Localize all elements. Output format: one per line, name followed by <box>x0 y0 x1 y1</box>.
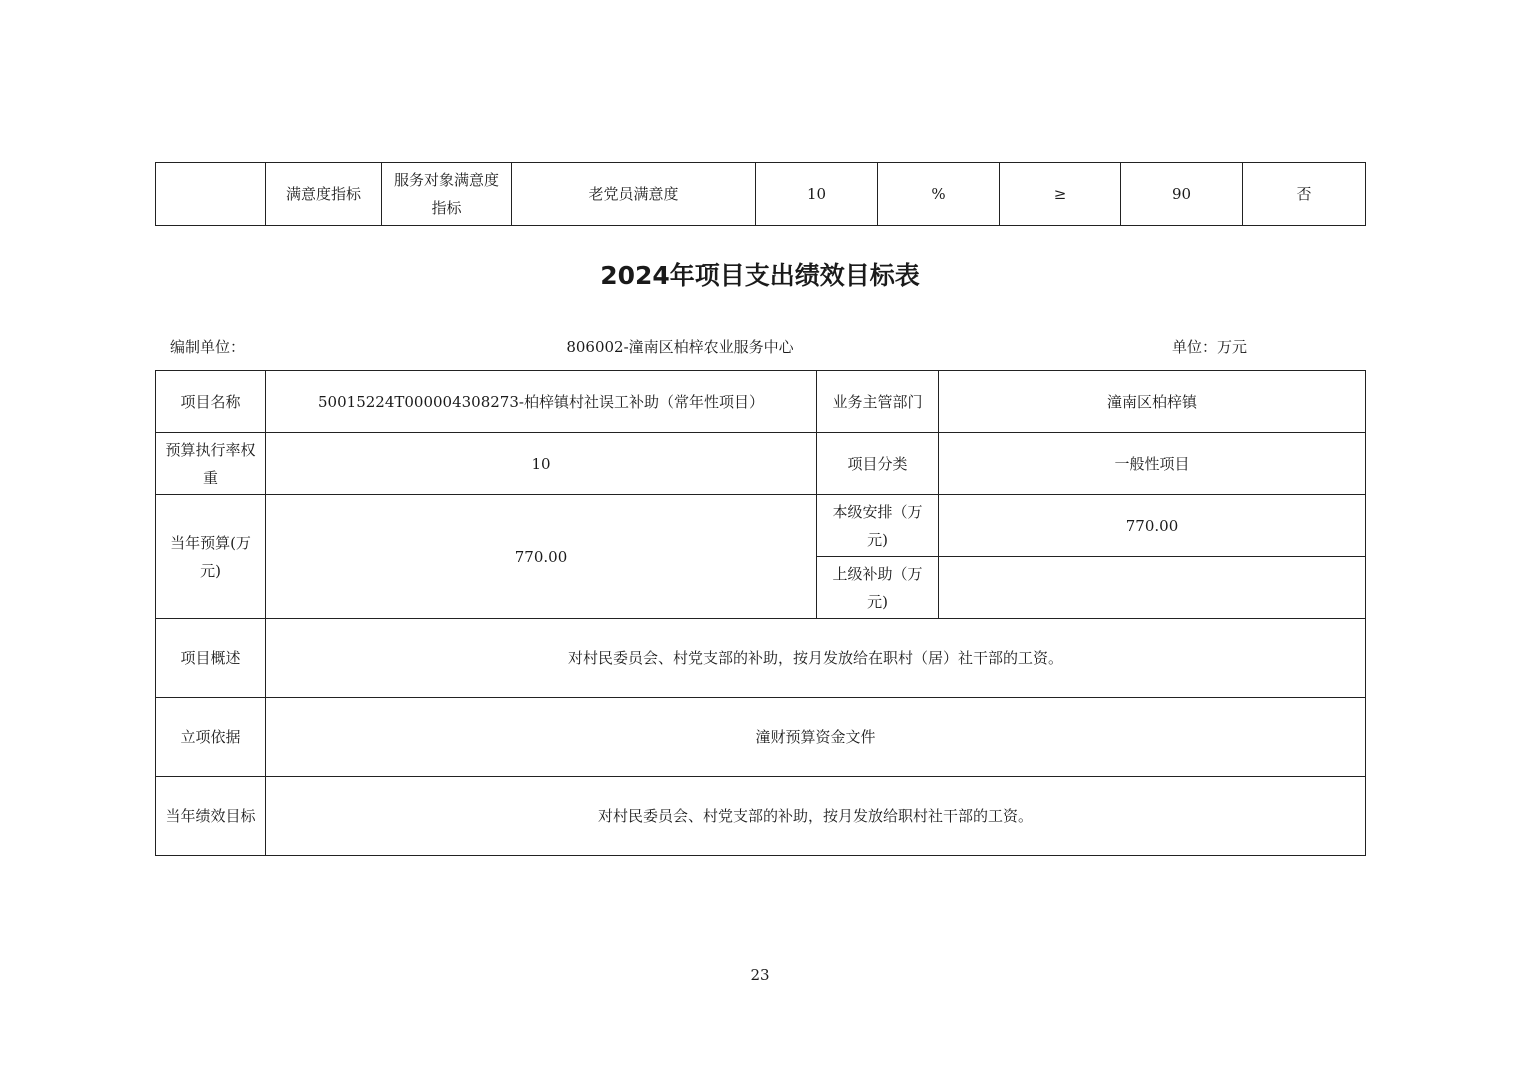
indicator-name: 老党员满意度 <box>512 163 756 226</box>
overview-value: 对村民委员会、村党支部的补助，按月发放给在职村（居）社干部的工资。 <box>266 619 1366 698</box>
indicator-operator: ≥ <box>1000 163 1121 226</box>
dept-label: 业务主管部门 <box>817 371 939 433</box>
previous-indicator-table <box>155 162 1366 226</box>
category-label: 项目分类 <box>817 433 939 495</box>
basis-value: 潼财预算资金文件 <box>266 698 1366 777</box>
table-row <box>156 698 1366 777</box>
indicator-cell-1 <box>156 163 266 226</box>
currency-unit: 单位：万元 <box>1172 338 1248 356</box>
category-value: 一般性项目 <box>939 433 1366 495</box>
upper-value <box>939 557 1366 619</box>
indicator-target: 90 <box>1121 163 1243 226</box>
upper-label: 上级补助（万元) <box>817 557 939 619</box>
table-row <box>156 495 1366 557</box>
local-label: 本级安排（万元) <box>817 495 939 557</box>
table-row <box>156 619 1366 698</box>
local-value: 770.00 <box>939 495 1366 557</box>
basis-label: 立项依据 <box>156 698 266 777</box>
dept-value: 潼南区柏梓镇 <box>939 371 1366 433</box>
exec-weight-value: 10 <box>266 433 817 495</box>
page-title: 2024年项目支出绩效目标表 <box>600 261 920 290</box>
overview-label: 项目概述 <box>156 619 266 698</box>
unit-value: 806002-潼南区柏梓农业服务中心 <box>566 338 794 356</box>
table-row <box>156 433 1366 495</box>
table-row <box>156 371 1366 433</box>
indicator-level3: 服务对象满意度指标 <box>382 163 512 226</box>
indicator-flag: 否 <box>1243 163 1366 226</box>
budget-value: 770.00 <box>266 495 817 619</box>
budget-label: 当年预算(万元) <box>156 495 266 619</box>
project-name-label: 项目名称 <box>156 371 266 433</box>
indicator-level2: 满意度指标 <box>266 163 382 226</box>
page-number: 23 <box>750 966 770 984</box>
exec-weight-label: 预算执行率权重 <box>156 433 266 495</box>
unit-label: 编制单位： <box>170 338 246 356</box>
goal-value: 对村民委员会、村党支部的补助，按月发放给职村社干部的工资。 <box>266 777 1366 856</box>
goal-label: 当年绩效目标 <box>156 777 266 856</box>
indicator-weight: 10 <box>756 163 878 226</box>
project-name-value: 50015224T000004308273-柏梓镇村社误工补助（常年性项目） <box>266 371 817 433</box>
performance-target-table <box>155 370 1366 856</box>
table-row <box>156 777 1366 856</box>
indicator-unit: % <box>878 163 1000 226</box>
indicator-row <box>156 163 1366 226</box>
